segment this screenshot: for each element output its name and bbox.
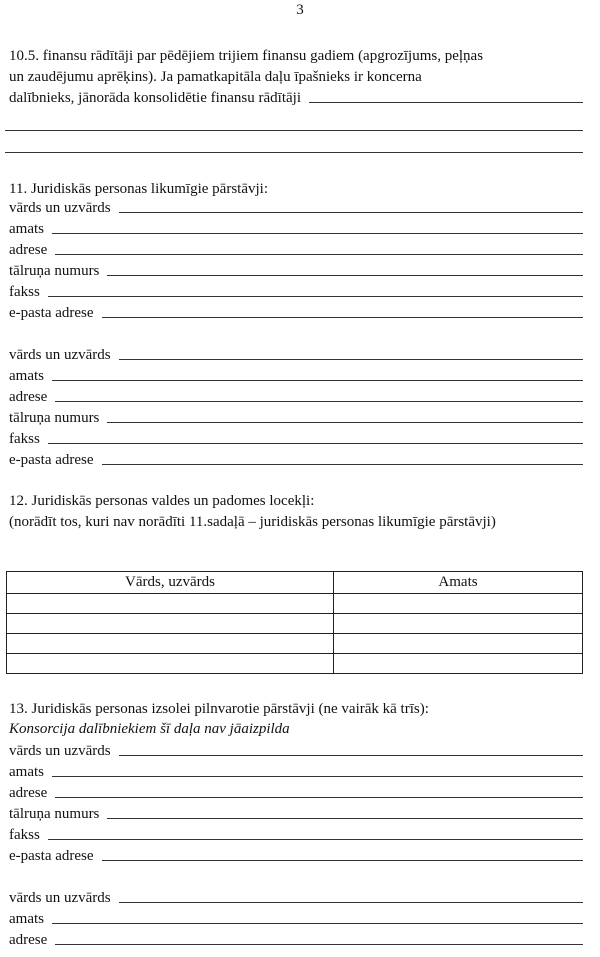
field-label: tālruņa numurs [9, 263, 100, 279]
field-label: adrese [9, 785, 48, 801]
answer-line [119, 902, 583, 903]
section-13-heading: 13. Juridiskās personas izsolei pilnvarotie pārstāvji (ne vairāk kā trīs): [9, 701, 429, 717]
page-number: 3 [296, 2, 304, 18]
field-label: vārds un uzvārds [9, 743, 111, 759]
answer-line [119, 755, 583, 756]
section-10-5-line-2: un zaudējumu aprēķins). Ja pamatkapitāla daļu īpašnieks ir koncerna [9, 69, 422, 85]
answer-line [55, 401, 583, 402]
field-email[interactable] [9, 844, 583, 865]
field-label: vārds un uzvārds [9, 347, 111, 363]
table-row [7, 654, 583, 674]
field-email[interactable] [9, 301, 583, 322]
answer-line [52, 923, 583, 924]
field-label: tālruņa numurs [9, 410, 100, 426]
field-phone[interactable] [9, 802, 583, 823]
field-phone[interactable] [9, 259, 583, 280]
table-cell[interactable] [7, 594, 334, 614]
field-label: fakss [9, 827, 40, 843]
field-fax[interactable] [9, 427, 583, 448]
table-cell[interactable] [334, 594, 583, 614]
answer-line [102, 317, 583, 318]
field-label: fakss [9, 284, 40, 300]
answer-line [48, 839, 583, 840]
field-position[interactable] [9, 217, 583, 238]
field-label: adrese [9, 932, 48, 948]
answer-line [107, 818, 583, 819]
answer-line [52, 380, 583, 381]
field-label: adrese [9, 389, 48, 405]
table-row [7, 634, 583, 654]
members-table [6, 571, 583, 674]
answer-line [102, 860, 583, 861]
field-phone[interactable] [9, 406, 583, 427]
section-10-5-line-1: 10.5. finansu rādītāji par pēdējiem trijiem finansu gadiem (apgrozījums, peļņas [9, 48, 484, 64]
field-label: adrese [9, 242, 48, 258]
field-label: vārds un uzvārds [9, 890, 111, 906]
section-12-note: (norādīt tos, kuri nav norādīti 11.sadaļā – juridiskās personas likumīgie pārstāvji) [9, 514, 496, 530]
column-header-name: Vārds, uzvārds [7, 572, 334, 594]
field-label: amats [9, 911, 44, 927]
answer-line [107, 275, 583, 276]
answer-line [107, 422, 583, 423]
column-header-position: Amats [334, 572, 583, 594]
field-label: vārds un uzvārds [9, 200, 111, 216]
section-10-5-field[interactable] [9, 86, 583, 107]
answer-line [55, 254, 583, 255]
section-12-heading: 12. Juridiskās personas valdes un padomes locekļi: [9, 493, 315, 509]
field-label: e-pasta adrese [9, 452, 94, 468]
answer-line [55, 797, 583, 798]
answer-line [119, 212, 583, 213]
section-10-5-line-3: dalībnieks, jānorāda konsolidētie finansu rādītāji [9, 90, 302, 106]
table-cell[interactable] [334, 634, 583, 654]
table-row [7, 614, 583, 634]
section-11-heading: 11. Juridiskās personas likumīgie pārstāvji: [9, 181, 268, 197]
table-cell[interactable] [7, 654, 334, 674]
table-row [7, 594, 583, 614]
field-address[interactable] [9, 781, 583, 802]
field-label: tālruņa numurs [9, 806, 100, 822]
field-name[interactable] [9, 343, 583, 364]
field-name[interactable] [9, 886, 583, 907]
answer-line [55, 944, 583, 945]
field-label: amats [9, 368, 44, 384]
answer-line [309, 102, 583, 103]
field-email[interactable] [9, 448, 583, 469]
field-fax[interactable] [9, 823, 583, 844]
field-position[interactable] [9, 760, 583, 781]
field-label: amats [9, 764, 44, 780]
answer-line [119, 359, 583, 360]
field-label: e-pasta adrese [9, 305, 94, 321]
field-position[interactable] [9, 907, 583, 928]
table-cell[interactable] [7, 614, 334, 634]
answer-line [48, 296, 583, 297]
field-name[interactable] [9, 739, 583, 760]
table-cell[interactable] [334, 614, 583, 634]
section-13-note: Konsorcija dalībniekiem šī daļa nav jāaizpilda [9, 721, 290, 737]
field-fax[interactable] [9, 280, 583, 301]
table-cell[interactable] [334, 654, 583, 674]
answer-line [52, 233, 583, 234]
answer-line[interactable] [5, 152, 583, 153]
field-address[interactable] [9, 928, 583, 949]
answer-line[interactable] [5, 130, 583, 131]
field-address[interactable] [9, 238, 583, 259]
field-position[interactable] [9, 364, 583, 385]
table-cell[interactable] [7, 634, 334, 654]
field-label: e-pasta adrese [9, 848, 94, 864]
field-address[interactable] [9, 385, 583, 406]
answer-line [48, 443, 583, 444]
field-name[interactable] [9, 196, 583, 217]
field-label: amats [9, 221, 44, 237]
answer-line [102, 464, 583, 465]
field-label: fakss [9, 431, 40, 447]
answer-line [52, 776, 583, 777]
